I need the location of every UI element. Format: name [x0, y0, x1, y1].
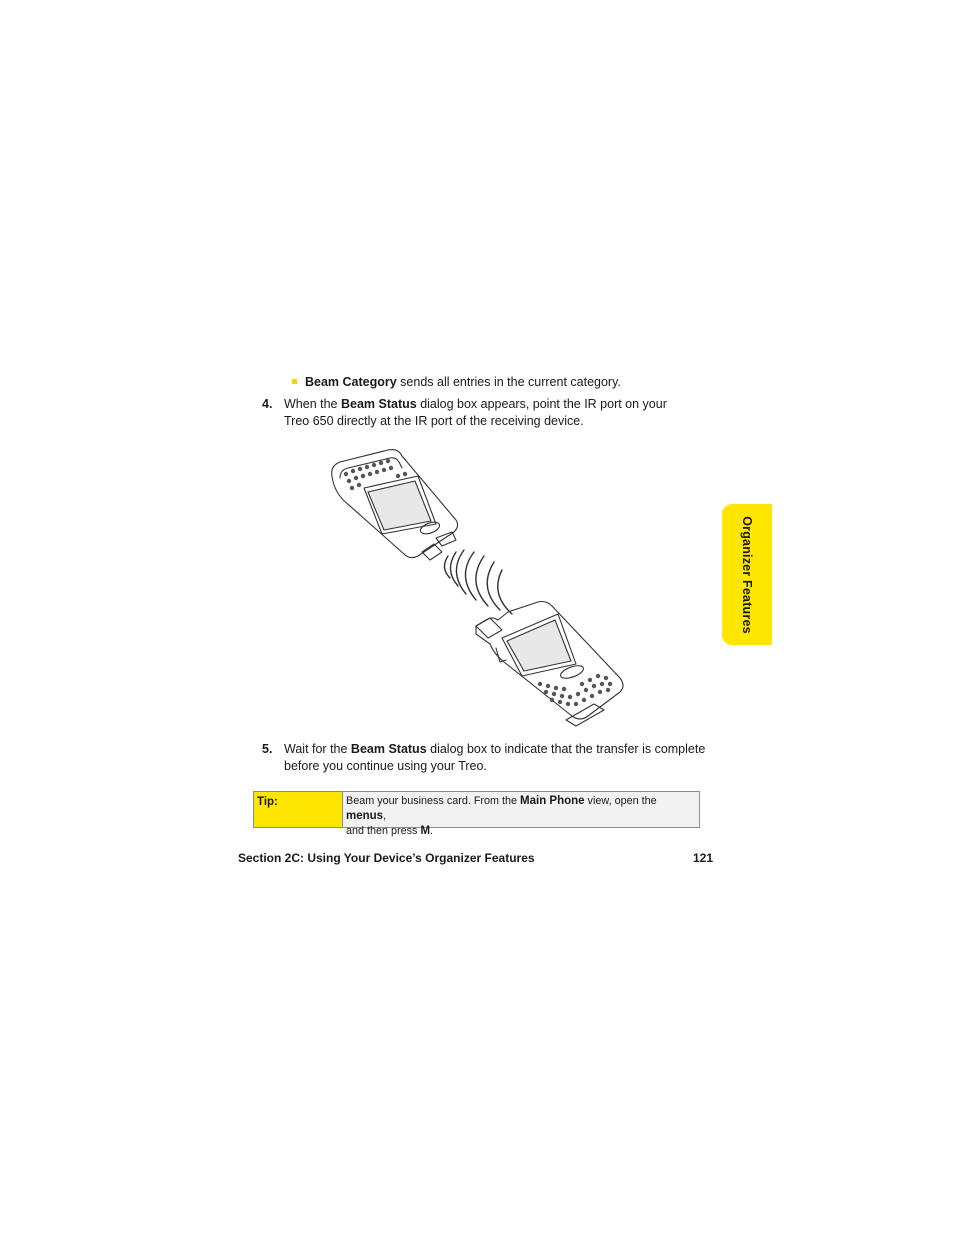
- step-5-number: 5.: [262, 742, 273, 756]
- bullet-beam-category: [292, 374, 621, 391]
- bullet-marker: [292, 379, 297, 384]
- side-tab-organizer-features: [722, 504, 772, 645]
- tip-bold-main-phone: Main Phone: [520, 795, 585, 807]
- sending-device-illustration: [332, 450, 458, 560]
- tip-label: Tip:: [254, 792, 343, 827]
- step-5-line1-post: dialog box to indicate that the transfer is complete: [426, 742, 706, 756]
- side-tab-label: Organizer Features: [740, 515, 754, 634]
- tip-body: [343, 792, 699, 837]
- tip-bold-menus: menus: [346, 810, 384, 822]
- step-5-pre: Wait for the: [284, 742, 351, 756]
- step-4-text: [284, 396, 724, 429]
- step-4-line2: Treo 650 directly at the IR port of the receiving device.: [284, 413, 584, 428]
- step-5-text: [284, 741, 724, 774]
- ir-waves-illustration: [444, 550, 512, 614]
- bullet-bold: Beam Category: [305, 375, 397, 389]
- tip-line1-post: ,: [383, 810, 387, 822]
- tip-bold-m: M: [420, 825, 431, 837]
- tip-box: [253, 791, 700, 837]
- bullet-text: sends all entries in the current category.: [396, 375, 621, 389]
- step-5-bold: Beam Status: [350, 742, 427, 756]
- tip-line1-mid: view, open the: [584, 795, 657, 807]
- footer-page-number: 121: [693, 851, 714, 865]
- step-5-line2: before you continue using your Treo.: [284, 758, 487, 773]
- step-4-line1-post: dialog box appears, point the IR port on your: [416, 397, 667, 411]
- receiving-device-illustration: [476, 602, 623, 727]
- step-4-pre: When the: [284, 397, 341, 411]
- tip-line2-post: .: [430, 825, 434, 837]
- tip-line2-pre: and then press: [346, 825, 421, 837]
- step-4-number: 4.: [262, 397, 273, 411]
- footer-section-title: Section 2C: Using Your Device’s Organizer Features: [238, 851, 535, 865]
- tip-line1-pre: Beam your business card. From the: [346, 795, 521, 807]
- beaming-illustration: [326, 448, 628, 730]
- step-4-bold: Beam Status: [340, 397, 417, 411]
